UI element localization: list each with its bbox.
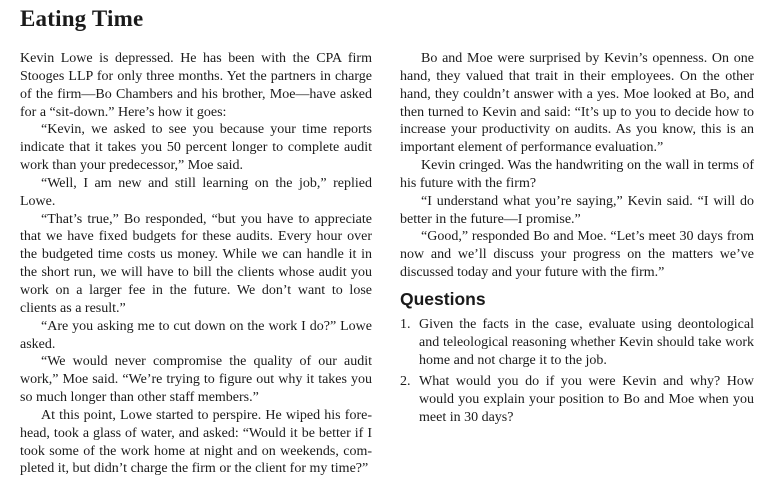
paragraph: Bo and Moe were surprised by Kevin’s openness. On one hand, they valued that trait in their employees. On the other hand, they couldn’t answer with a yes. Moe looked at Bo, and then turned to Kevin and said: “It’s up to you to decide how to increase your productivity on audits. As you know, this is an important element of performance evaluation.” — [400, 51, 754, 156]
question-text: Given the facts in the case, evaluate using deontological and teleological reasoning whether Kevin should take work home and not charge it to the job. — [419, 316, 754, 368]
question-text: What would you do if you were Kevin and why? How would you explain your position to Bo and Moe when you meet in 30 days? — [419, 374, 754, 426]
question-item — [400, 373, 754, 427]
question-number: 2. — [400, 374, 411, 390]
paragraph: “We would never compromise the quality of our audit work,” Moe said. “We’re trying to figure out why it takes you so much longer than other staff members.” — [20, 354, 372, 406]
page-title: Eating Time — [20, 6, 144, 31]
paragraph: “Are you asking me to cut down on the work I do?” Lowe asked. — [20, 318, 372, 352]
paragraph: “I understand what you’re saying,” Kevin said. “I will do better in the future—I promise.” — [400, 193, 754, 227]
question-item — [400, 316, 754, 370]
question-number: 1. — [400, 316, 411, 332]
paragraph: “Good,” responded Bo and Moe. “Let’s meet 30 days from now and we’ll discuss your progress on the matters we’ve discussed today and your future with the firm.” — [400, 229, 754, 281]
right-column — [400, 50, 754, 431]
paragraph: “Kevin, we asked to see you because your time reports indicate that it takes you 50 percent longer to complete audit work than your predecessor,” Moe said. — [20, 122, 372, 174]
paragraph: “Well, I am new and still learning on the job,” replied Lowe. — [20, 175, 372, 209]
paragraph: At this point, Lowe started to perspire. He wiped his forehead, took a glass of water, and asked: “Would it be better if I took some of the work home at night and on weekends, completed it, but didn’t charge the firm or the client for my time?” — [20, 407, 372, 477]
questions-list — [400, 316, 754, 427]
left-column — [20, 50, 372, 478]
questions-heading: Questions — [400, 288, 486, 309]
paragraph: Kevin Lowe is depressed. He has been with the CPA firm Stooges LLP for only three months. Yet the partners in charge of the firm—Bo Chambers and his brother, Moe—have asked for a “sit-down.” Here’s how it goes: — [20, 51, 372, 120]
paragraph: “That’s true,” Bo responded, “but you have to appreciate that we have fixed budgets for these audits. Every hour over the budgeted time costs us money. While we can handle it in the short run, we will have to bill the clients whose audit you work on a larger fee in the future. We don’t want to lose clients as a result.” — [20, 211, 372, 316]
paragraph: Kevin cringed. Was the handwriting on the wall in terms of his future with the firm? — [400, 158, 754, 191]
